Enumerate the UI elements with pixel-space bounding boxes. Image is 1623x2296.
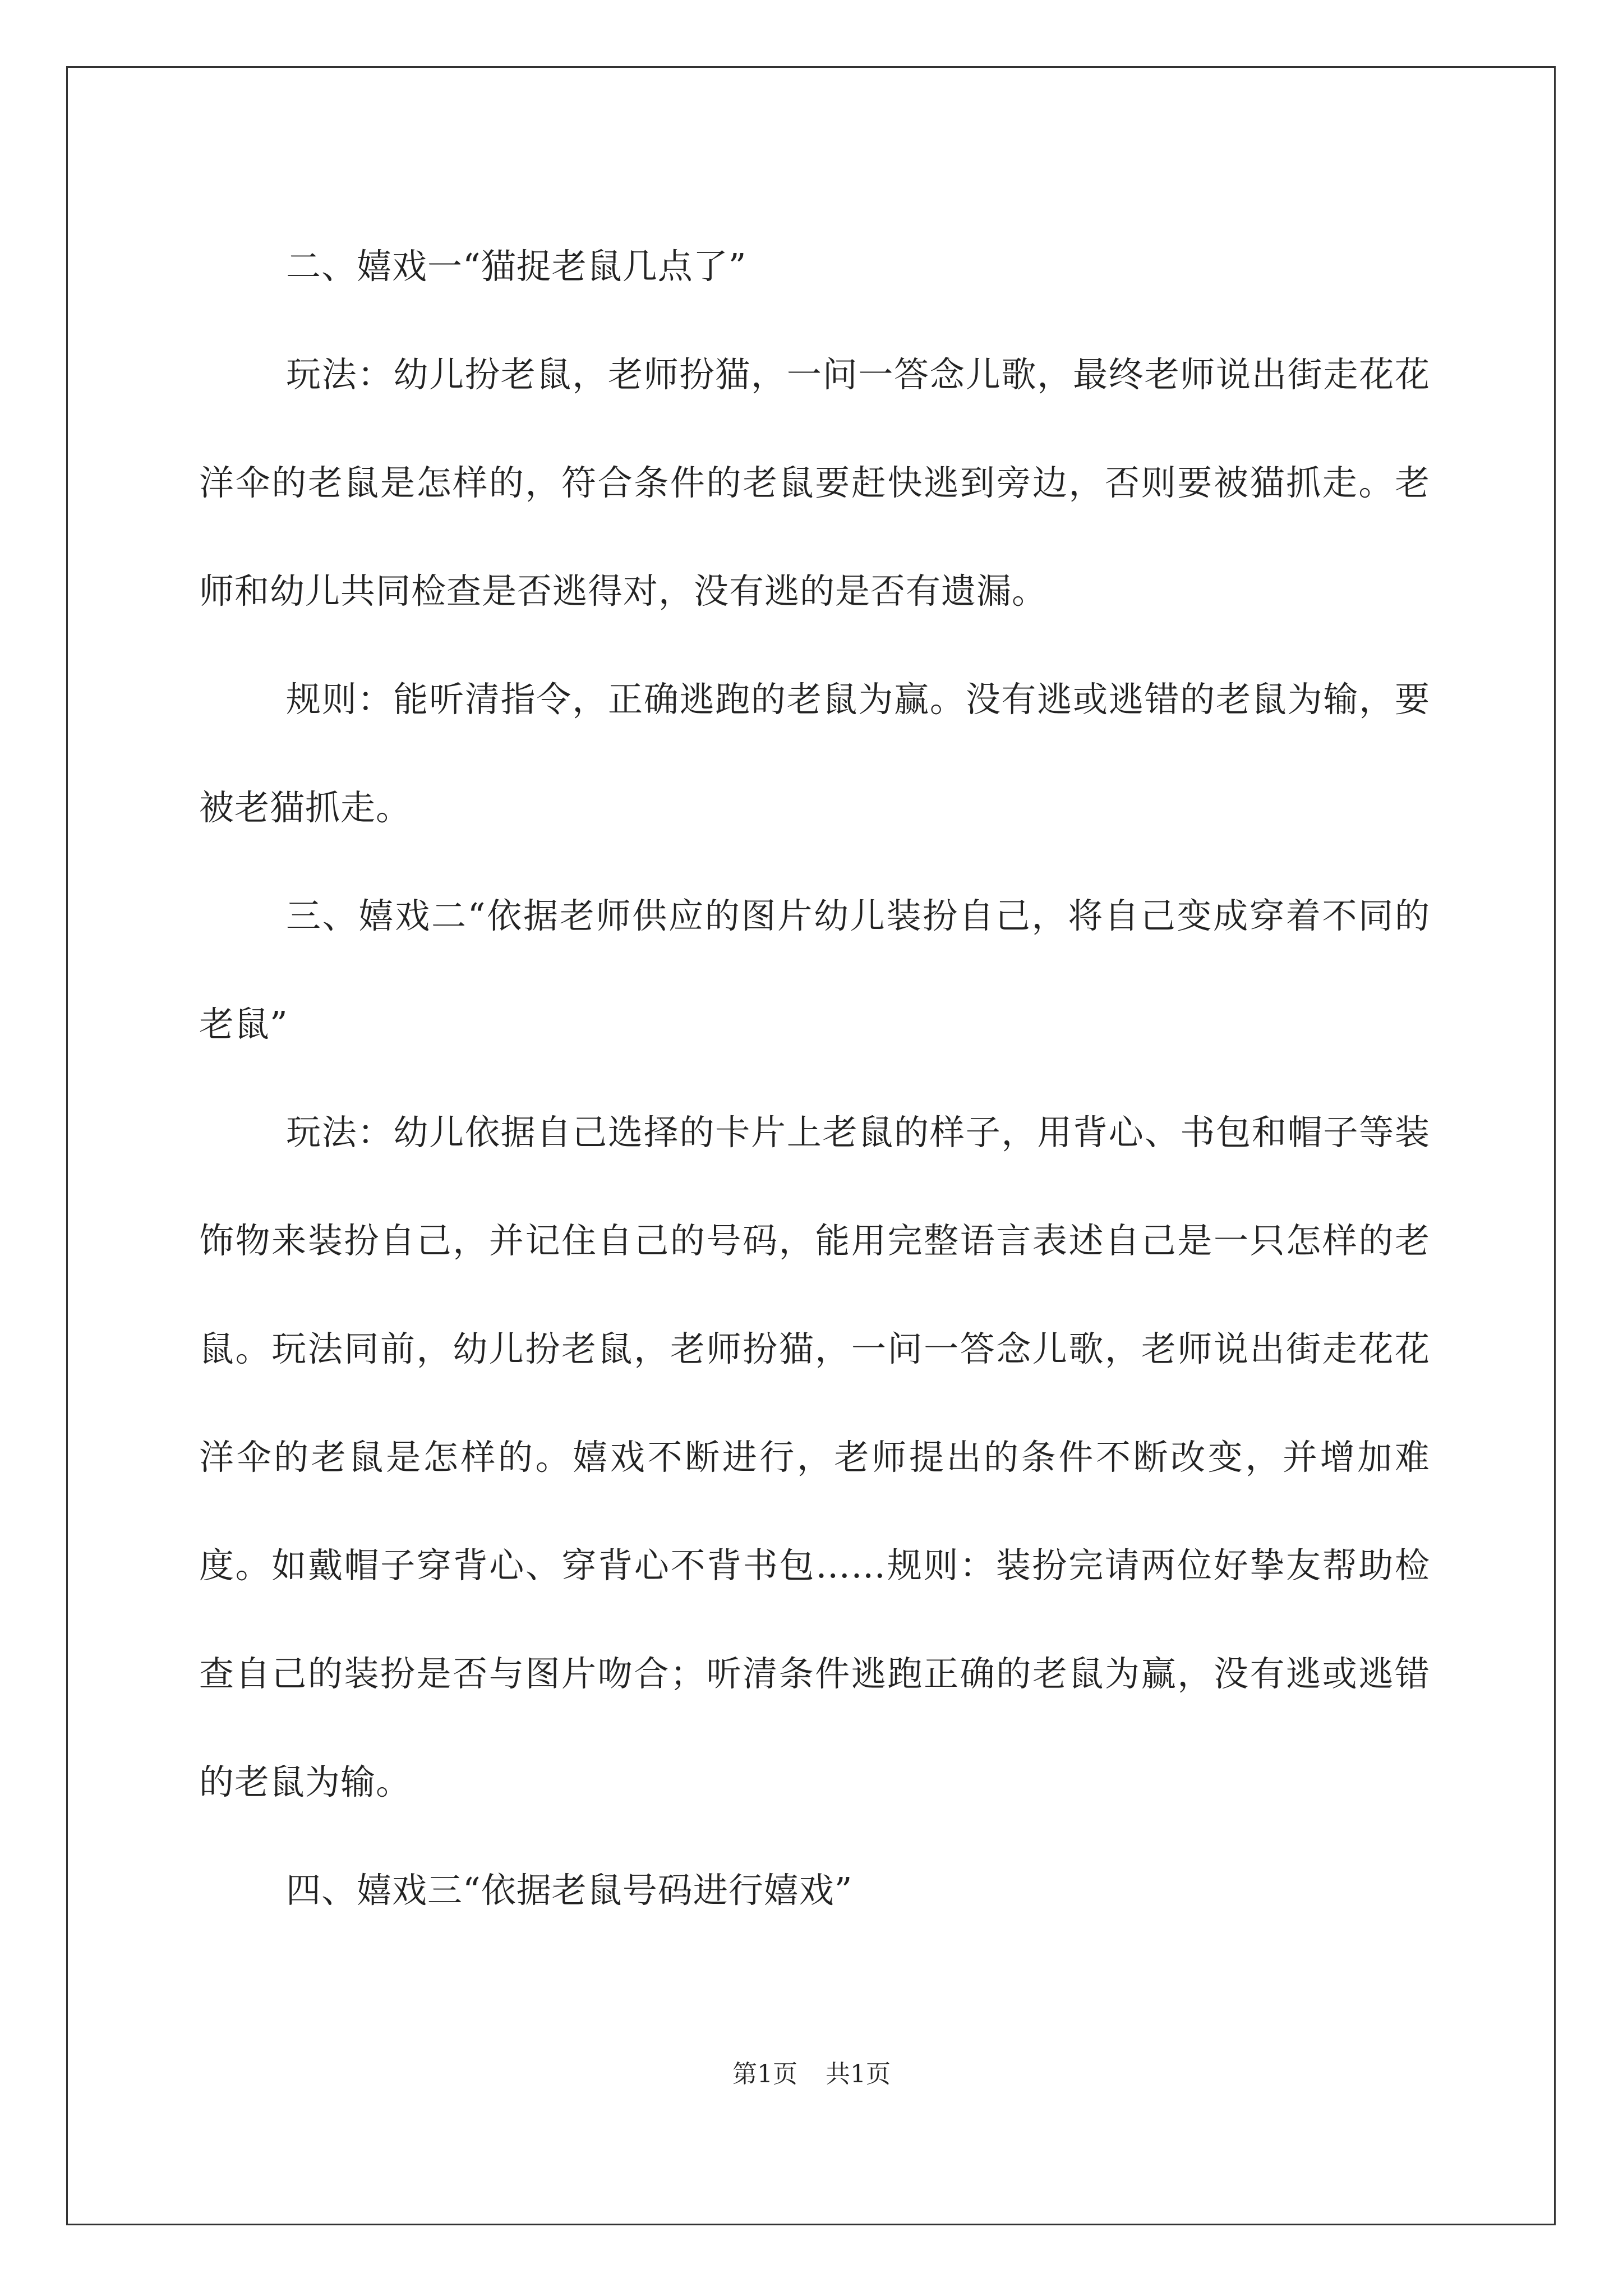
section-heading-game-2: 三、嬉戏二“依据老师供应的图片幼儿装扮自己，将自己变成穿着不同的老鼠”: [199, 895, 1430, 1045]
page-footer: [0, 2058, 1623, 2091]
section-heading-game-3: 四、嬉戏三“依据老鼠号码进行嬉戏”: [286, 1870, 853, 1911]
paragraph-play-method-2: 玩法：幼儿依据自己选择的卡片上老鼠的样子，用背心、书包和帽子等装饰物来装扮自己，并记住自己的号码，能用完整语言表述自己是一只怎样的老鼠。玩法同前，幼儿扮老鼠，老师扮猫，一问一答念儿歌，老师说出街走花花洋伞的老鼠是怎样的。嬉戏不断进行，老师提出的条件不断改变，并增加难度。如戴帽子穿背心、穿背心不背书包……规则：装扮完请两位好挚友帮助检查自己的装扮是否与图片吻合；听清条件逃跑正确的老鼠为赢，没有逃或逃错的老鼠为输。: [199, 1112, 1430, 1802]
page-number: 第1页: [732, 2060, 797, 2088]
paragraph-rules-1: 规则：能听清指令，正确逃跑的老鼠为赢。没有逃或逃错的老鼠为输，要被老猫抓走。: [199, 679, 1430, 828]
paragraph-play-method-1: 玩法：幼儿扮老鼠，老师扮猫，一问一答念儿歌，最终老师说出街走花花洋伞的老鼠是怎样的，符合条件的老鼠要赶快逃到旁边，否则要被猫抓走。老师和幼儿共同检查是否逃得对，没有逃的是否有遗漏。: [199, 354, 1430, 611]
document-body: [199, 212, 1430, 1944]
page-total: 共1页: [826, 2060, 891, 2088]
section-heading-game-1: 二、嬉戏一“猫捉老鼠几点了”: [286, 246, 747, 287]
